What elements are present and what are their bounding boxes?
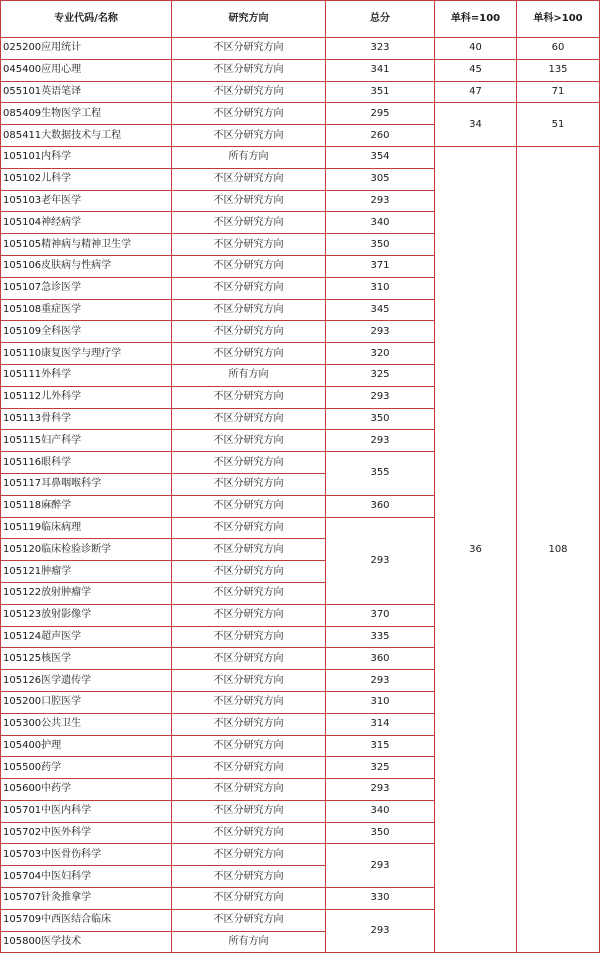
header-direction: 研究方向: [172, 1, 326, 38]
research-direction: 不区分研究方向: [172, 408, 326, 430]
research-direction: 不区分研究方向: [172, 277, 326, 299]
major-name: 105113骨科学: [1, 408, 172, 430]
research-direction: 所有方向: [172, 931, 326, 953]
research-direction: 不区分研究方向: [172, 452, 326, 474]
total-score: 314: [326, 713, 435, 735]
major-name: 105200口腔医学: [1, 691, 172, 713]
major-name: 105126医学遗传学: [1, 670, 172, 692]
research-direction: 不区分研究方向: [172, 539, 326, 561]
research-direction: 不区分研究方向: [172, 648, 326, 670]
major-name: 105500药学: [1, 757, 172, 779]
total-score: 351: [326, 81, 435, 103]
total-score: 371: [326, 255, 435, 277]
research-direction: 所有方向: [172, 364, 326, 386]
major-name: 105400护理: [1, 735, 172, 757]
table-row: [1, 59, 600, 81]
research-direction: 不区分研究方向: [172, 343, 326, 365]
major-name: 105109全科医学: [1, 321, 172, 343]
major-name: 105702中医外科学: [1, 822, 172, 844]
research-direction: 不区分研究方向: [172, 800, 326, 822]
major-name: 085411大数据技术与工程: [1, 125, 172, 147]
research-direction: 不区分研究方向: [172, 670, 326, 692]
major-name: 105124超声医学: [1, 626, 172, 648]
table-row: [1, 146, 600, 168]
total-score: 330: [326, 888, 435, 910]
research-direction: 不区分研究方向: [172, 386, 326, 408]
total-score: 310: [326, 277, 435, 299]
total-score: 350: [326, 408, 435, 430]
research-direction: 不区分研究方向: [172, 517, 326, 539]
research-direction: 不区分研究方向: [172, 691, 326, 713]
major-name: 105119临床病理: [1, 517, 172, 539]
total-score: 345: [326, 299, 435, 321]
research-direction: 不区分研究方向: [172, 626, 326, 648]
single-gt100: 135: [517, 59, 600, 81]
major-name: 105106皮肤病与性病学: [1, 255, 172, 277]
major-name: 025200应用统计: [1, 38, 172, 60]
research-direction: 不区分研究方向: [172, 735, 326, 757]
single-eq100: 47: [435, 81, 517, 103]
major-name: 105703中医骨伤科学: [1, 844, 172, 866]
major-name: 105800医学技术: [1, 931, 172, 953]
major-name: 105125核医学: [1, 648, 172, 670]
total-score: 293: [326, 779, 435, 801]
research-direction: 不区分研究方向: [172, 909, 326, 931]
total-score: 293: [326, 386, 435, 408]
major-name: 105112儿外科学: [1, 386, 172, 408]
header-row: [1, 1, 600, 38]
table-row: [1, 38, 600, 60]
total-score: 354: [326, 146, 435, 168]
single-eq100: 34: [435, 103, 517, 147]
major-name: 105600中药学: [1, 779, 172, 801]
total-score: 293: [326, 670, 435, 692]
major-name: 105121肿瘤学: [1, 561, 172, 583]
research-direction: 不区分研究方向: [172, 81, 326, 103]
header-major: 专业代码/名称: [1, 1, 172, 38]
major-name: 105110康复医学与理疗学: [1, 343, 172, 365]
research-direction: 不区分研究方向: [172, 255, 326, 277]
research-direction: 不区分研究方向: [172, 888, 326, 910]
total-score: 323: [326, 38, 435, 60]
table-row: [1, 103, 600, 125]
research-direction: 不区分研究方向: [172, 779, 326, 801]
major-name: 105111外科学: [1, 364, 172, 386]
total-score: 350: [326, 822, 435, 844]
total-score: 320: [326, 343, 435, 365]
major-name: 105123放射影像学: [1, 604, 172, 626]
single-eq100: 36: [435, 146, 517, 952]
total-score: 293: [326, 517, 435, 604]
total-score: 360: [326, 495, 435, 517]
total-score: 360: [326, 648, 435, 670]
research-direction: 不区分研究方向: [172, 866, 326, 888]
total-score: 325: [326, 364, 435, 386]
research-direction: 不区分研究方向: [172, 103, 326, 125]
total-score: 341: [326, 59, 435, 81]
research-direction: 不区分研究方向: [172, 757, 326, 779]
total-score: 340: [326, 800, 435, 822]
header-single-gt100: 单科>100: [517, 1, 600, 38]
research-direction: 不区分研究方向: [172, 713, 326, 735]
research-direction: 不区分研究方向: [172, 495, 326, 517]
major-name: 105122放射肿瘤学: [1, 582, 172, 604]
research-direction: 所有方向: [172, 146, 326, 168]
total-score: 293: [326, 430, 435, 452]
total-score: 293: [326, 321, 435, 343]
major-name: 105709中西医结合临床: [1, 909, 172, 931]
major-name: 105118麻醉学: [1, 495, 172, 517]
total-score: 340: [326, 212, 435, 234]
major-name: 045400应用心理: [1, 59, 172, 81]
single-gt100: 60: [517, 38, 600, 60]
total-score: 260: [326, 125, 435, 147]
single-gt100: 51: [517, 103, 600, 147]
research-direction: 不区分研究方向: [172, 430, 326, 452]
research-direction: 不区分研究方向: [172, 59, 326, 81]
total-score: 335: [326, 626, 435, 648]
total-score: 295: [326, 103, 435, 125]
major-name: 105707针灸推拿学: [1, 888, 172, 910]
research-direction: 不区分研究方向: [172, 125, 326, 147]
major-name: 105102儿科学: [1, 168, 172, 190]
total-score: 325: [326, 757, 435, 779]
research-direction: 不区分研究方向: [172, 604, 326, 626]
total-score: 370: [326, 604, 435, 626]
major-name: 105103老年医学: [1, 190, 172, 212]
major-name: 105701中医内科学: [1, 800, 172, 822]
research-direction: 不区分研究方向: [172, 321, 326, 343]
research-direction: 不区分研究方向: [172, 561, 326, 583]
major-name: 105120临床检验诊断学: [1, 539, 172, 561]
single-eq100: 45: [435, 59, 517, 81]
single-gt100: 71: [517, 81, 600, 103]
major-name: 055101英语笔译: [1, 81, 172, 103]
major-name: 105704中医妇科学: [1, 866, 172, 888]
major-name: 105105精神病与精神卫生学: [1, 234, 172, 256]
header-single-eq100: 单科=100: [435, 1, 517, 38]
research-direction: 不区分研究方向: [172, 212, 326, 234]
major-name: 105108重症医学: [1, 299, 172, 321]
total-score: 293: [326, 190, 435, 212]
total-score: 305: [326, 168, 435, 190]
major-name: 105116眼科学: [1, 452, 172, 474]
major-name: 105107急诊医学: [1, 277, 172, 299]
research-direction: 不区分研究方向: [172, 473, 326, 495]
major-name: 105117耳鼻咽喉科学: [1, 473, 172, 495]
research-direction: 不区分研究方向: [172, 582, 326, 604]
table-row: [1, 81, 600, 103]
total-score: 293: [326, 909, 435, 953]
major-name: 105101内科学: [1, 146, 172, 168]
total-score: 310: [326, 691, 435, 713]
research-direction: 不区分研究方向: [172, 299, 326, 321]
total-score: 355: [326, 452, 435, 496]
major-name: 085409生物医学工程: [1, 103, 172, 125]
major-name: 105300公共卫生: [1, 713, 172, 735]
total-score: 315: [326, 735, 435, 757]
research-direction: 不区分研究方向: [172, 168, 326, 190]
single-eq100: 40: [435, 38, 517, 60]
major-name: 105115妇产科学: [1, 430, 172, 452]
header-total: 总分: [326, 1, 435, 38]
research-direction: 不区分研究方向: [172, 38, 326, 60]
research-direction: 不区分研究方向: [172, 234, 326, 256]
single-gt100: 108: [517, 146, 600, 952]
research-direction: 不区分研究方向: [172, 822, 326, 844]
total-score: 293: [326, 844, 435, 888]
total-score: 350: [326, 234, 435, 256]
major-name: 105104神经病学: [1, 212, 172, 234]
research-direction: 不区分研究方向: [172, 190, 326, 212]
research-direction: 不区分研究方向: [172, 844, 326, 866]
